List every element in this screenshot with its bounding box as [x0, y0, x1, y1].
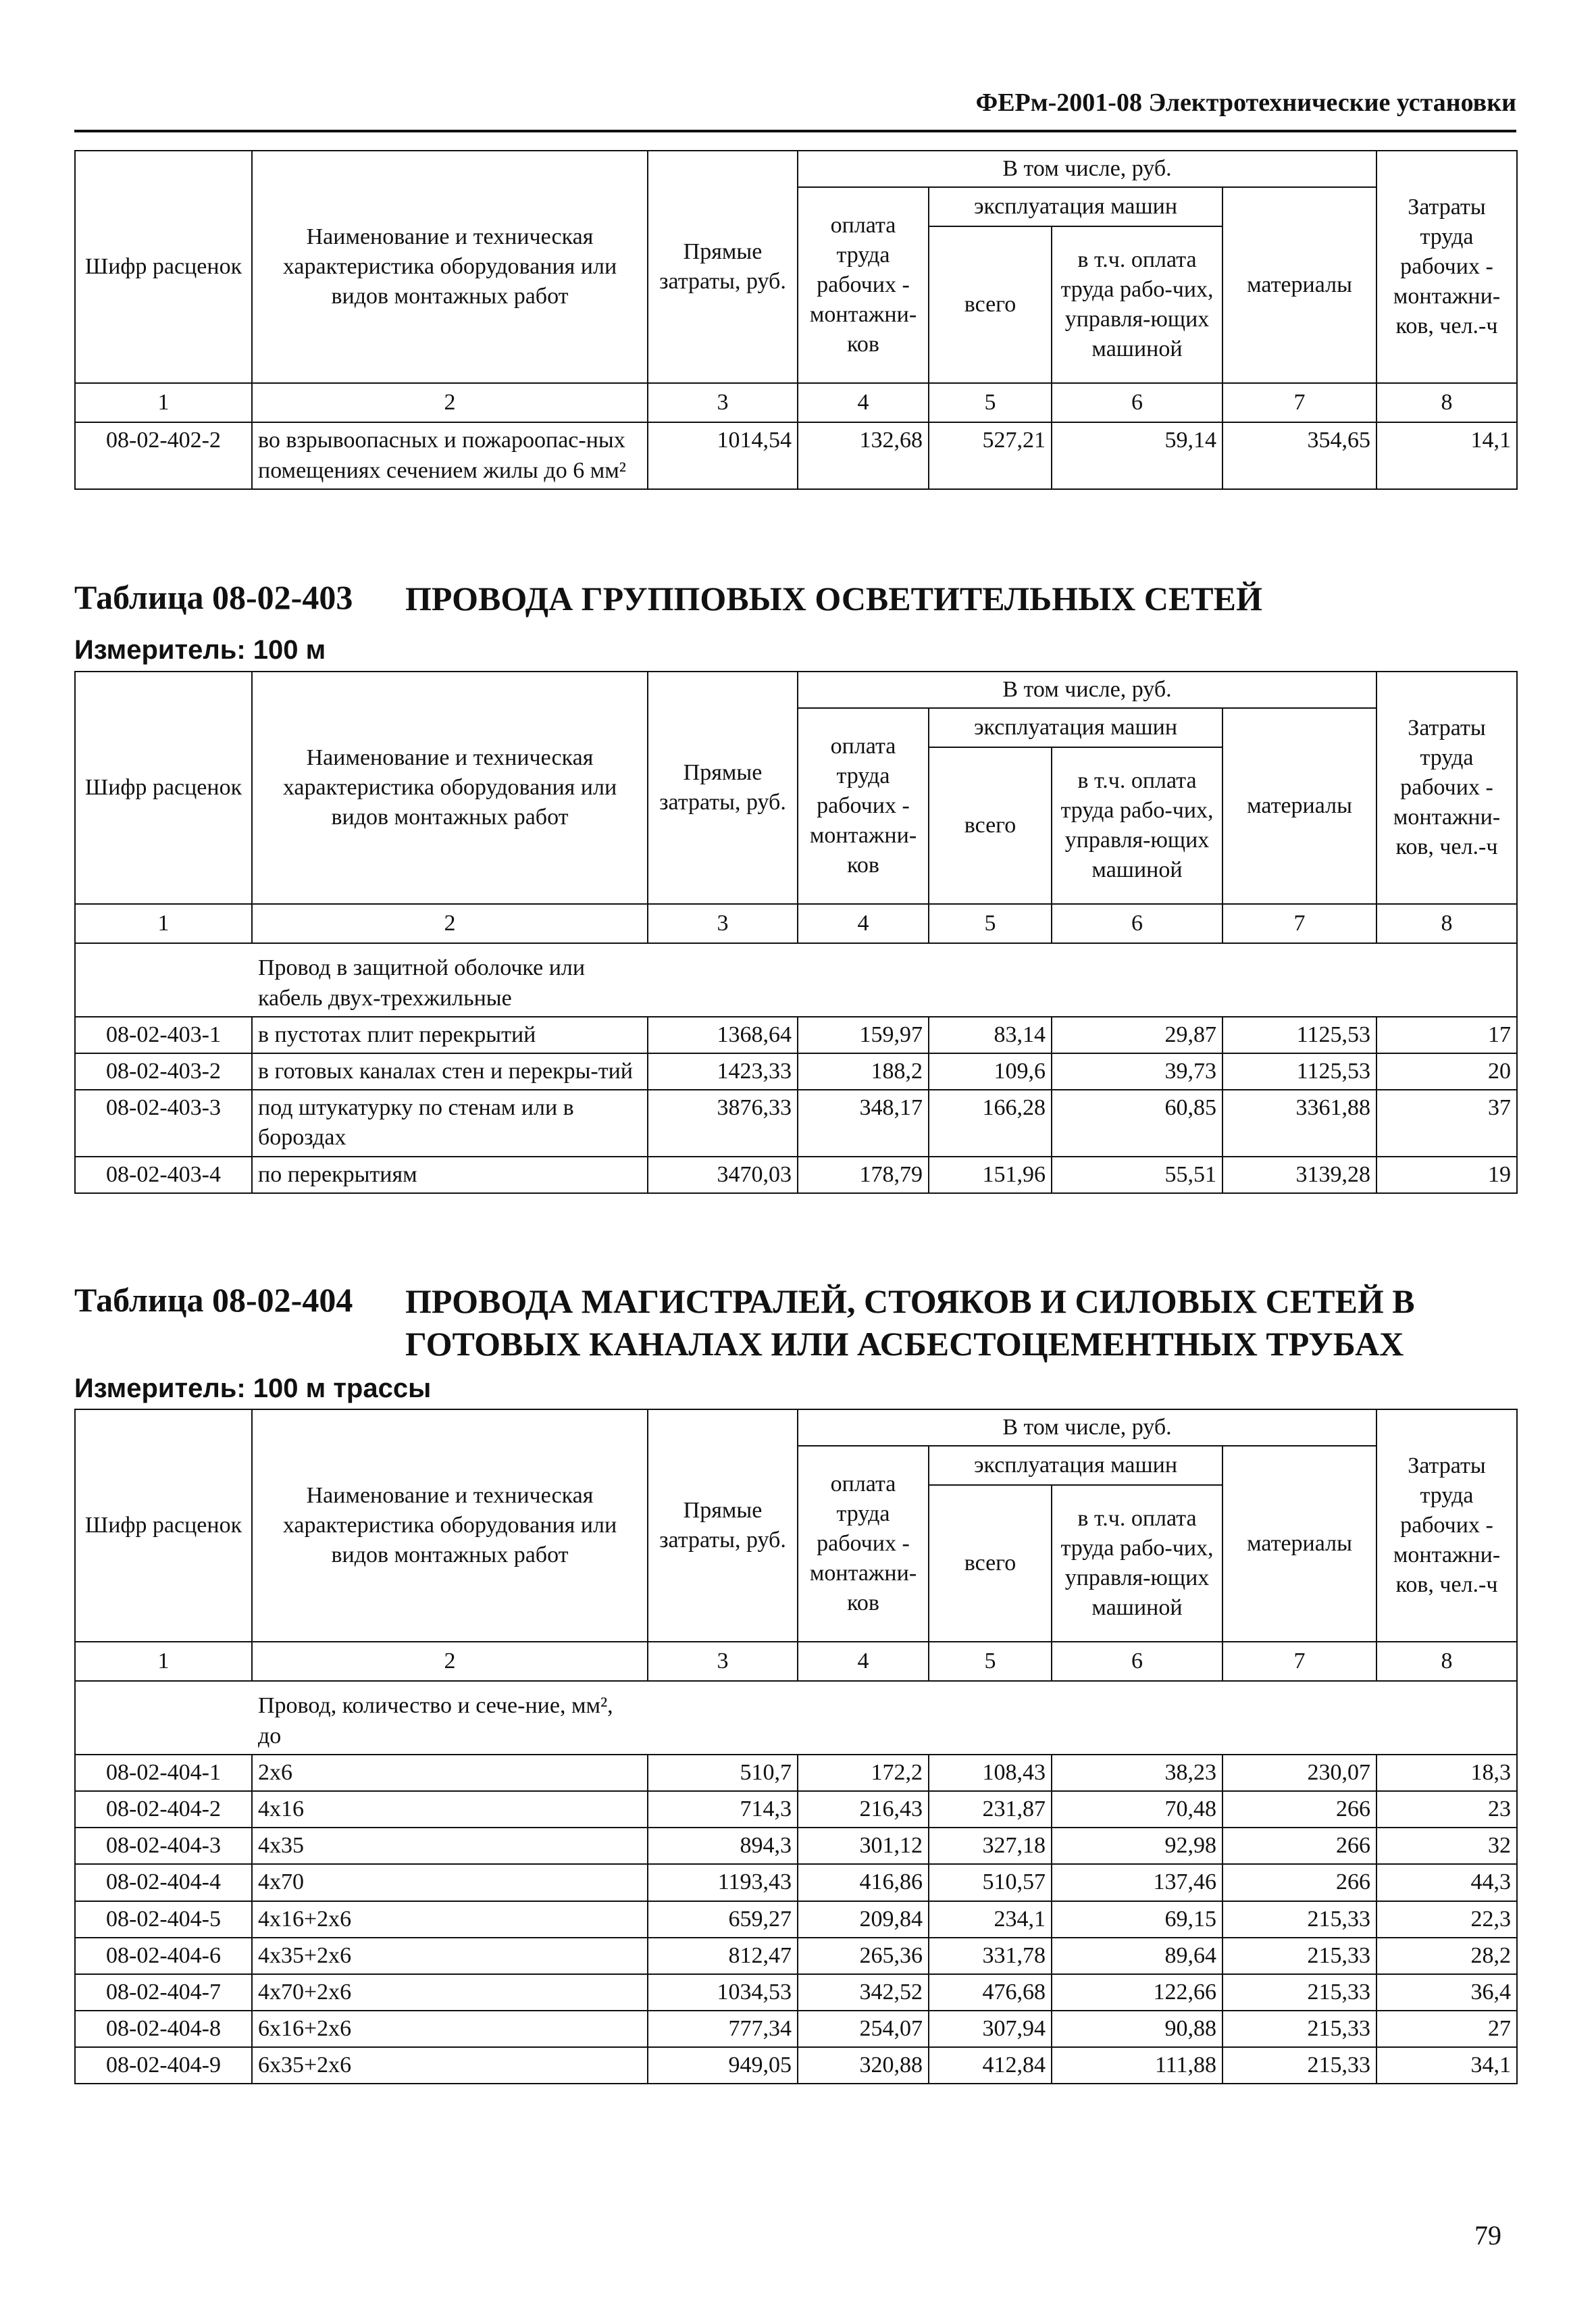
col-header-operator-wage: в т.ч. оплата труда рабо-чих, управля-ющих машиной: [1052, 226, 1222, 383]
rate-code: 08-02-404-2: [75, 1791, 252, 1828]
col-header-direct: Прямые затраты, руб.: [648, 151, 798, 383]
work-description: под штукатурку по стенам или в бороздах: [252, 1090, 648, 1156]
col-header-machines-total: всего: [929, 1485, 1052, 1642]
value-cell: 331,78: [929, 1938, 1052, 1974]
rate-code: 08-02-404-5: [75, 1901, 252, 1938]
value-cell: 19: [1376, 1157, 1517, 1193]
value-cell: 20: [1376, 1053, 1517, 1090]
col-header-code: Шифр расценок: [75, 1409, 252, 1642]
table-row: [75, 422, 1517, 488]
value-cell: 777,34: [648, 2011, 798, 2047]
value-cell: 166,28: [929, 1090, 1052, 1156]
value-cell: 510,57: [929, 1864, 1052, 1901]
column-number: 3: [648, 904, 798, 943]
column-number: 4: [798, 1642, 929, 1681]
value-cell: 14,1: [1376, 422, 1517, 488]
column-number: 7: [1222, 383, 1376, 422]
value-cell: 172,2: [798, 1755, 929, 1791]
value-cell: 29,87: [1052, 1017, 1222, 1053]
col-header-machines: эксплуатация машин: [929, 187, 1222, 226]
value-cell: 231,87: [929, 1791, 1052, 1828]
table-row: [75, 1755, 1517, 1791]
value-cell: 159,97: [798, 1017, 929, 1053]
rate-code: 08-02-404-1: [75, 1755, 252, 1791]
col-header-materials: материалы: [1222, 708, 1376, 904]
table-404-title: ПРОВОДА МАГИСТРАЛЕЙ, СТОЯКОВ И СИЛОВЫХ СЕТЕЙ В ГОТОВЫХ КАНАЛАХ ИЛИ АСБЕСТОЦЕМЕНТНЫХ ТРУБАХ: [405, 1282, 1415, 1363]
col-header-wage: оплата труда рабочих - монтажни-ков: [798, 708, 929, 904]
col-header-labor: Затраты труда рабочих - монтажни-ков, чел.-ч: [1376, 672, 1517, 904]
header-row: [75, 1409, 1517, 1446]
col-header-name: Наименование и техническая характеристика оборудования или видов монтажных работ: [252, 1409, 648, 1642]
value-cell: 348,17: [798, 1090, 929, 1156]
value-cell: 83,14: [929, 1017, 1052, 1053]
value-cell: 28,2: [1376, 1938, 1517, 1974]
value-cell: 301,12: [798, 1828, 929, 1864]
value-cell: 132,68: [798, 422, 929, 488]
value-cell: 354,65: [1222, 422, 1376, 488]
column-number: 6: [1052, 1642, 1222, 1681]
value-cell: 1193,43: [648, 1864, 798, 1901]
section-row: [75, 943, 1517, 1016]
work-description: 2x6: [252, 1755, 648, 1791]
col-header-name: Наименование и техническая характеристика оборудования или видов монтажных работ: [252, 151, 648, 383]
column-number: 5: [929, 1642, 1052, 1681]
value-cell: 3470,03: [648, 1157, 798, 1193]
value-cell: 137,46: [1052, 1864, 1222, 1901]
value-cell: 17: [1376, 1017, 1517, 1053]
work-description: во взрывоопасных и пожароопас-ных помещениях сечением жилы до 6 мм²: [252, 422, 648, 488]
value-cell: 1125,53: [1222, 1053, 1376, 1090]
value-cell: 215,33: [1222, 1938, 1376, 1974]
work-description: 4x70+2x6: [252, 1974, 648, 2011]
column-number: 7: [1222, 1642, 1376, 1681]
column-number: 3: [648, 383, 798, 422]
value-cell: 215,33: [1222, 1974, 1376, 2011]
value-cell: 188,2: [798, 1053, 929, 1090]
rate-code: 08-02-403-1: [75, 1017, 252, 1053]
table-row: [75, 1864, 1517, 1901]
rates-table-404: [74, 1409, 1518, 2084]
work-description: в готовых каналах стен и перекры-тий: [252, 1053, 648, 1090]
column-number: 2: [252, 904, 648, 943]
value-cell: 714,3: [648, 1791, 798, 1828]
col-header-machines: эксплуатация машин: [929, 1446, 1222, 1485]
value-cell: 92,98: [1052, 1828, 1222, 1864]
value-cell: 234,1: [929, 1901, 1052, 1938]
rate-code: 08-02-404-6: [75, 1938, 252, 1974]
column-number: 8: [1376, 383, 1517, 422]
value-cell: 254,07: [798, 2011, 929, 2047]
value-cell: 216,43: [798, 1791, 929, 1828]
value-cell: 949,05: [648, 2047, 798, 2084]
value-cell: 1423,33: [648, 1053, 798, 1090]
col-header-machines-total: всего: [929, 747, 1052, 904]
value-cell: 510,7: [648, 1755, 798, 1791]
value-cell: 1125,53: [1222, 1017, 1376, 1053]
col-header-labor: Затраты труда рабочих - монтажни-ков, чел.-ч: [1376, 1409, 1517, 1642]
work-description: 6x16+2x6: [252, 2011, 648, 2047]
section-row: [75, 1681, 1517, 1754]
value-cell: 89,64: [1052, 1938, 1222, 1974]
rate-code: 08-02-404-7: [75, 1974, 252, 2011]
value-cell: 215,33: [1222, 2011, 1376, 2047]
col-header-direct: Прямые затраты, руб.: [648, 672, 798, 904]
rates-table-402: [74, 150, 1518, 490]
column-number: 1: [75, 904, 252, 943]
value-cell: 36,4: [1376, 1974, 1517, 2011]
work-description: 4x35+2x6: [252, 1938, 648, 1974]
work-description: по перекрытиям: [252, 1157, 648, 1193]
rate-code: 08-02-404-3: [75, 1828, 252, 1864]
value-cell: 151,96: [929, 1157, 1052, 1193]
value-cell: 3361,88: [1222, 1090, 1376, 1156]
col-header-wage: оплата труда рабочих - монтажни-ков: [798, 187, 929, 383]
section-cell: [75, 943, 1517, 1016]
value-cell: 659,27: [648, 1901, 798, 1938]
table-row: [75, 1901, 1517, 1938]
table-403-title: ПРОВОДА ГРУППОВЫХ ОСВЕТИТЕЛЬНЫХ СЕТЕЙ: [405, 580, 1262, 618]
table-404-label: Таблица 08-02-404: [74, 1281, 353, 1319]
work-description: 4x16+2x6: [252, 1901, 648, 1938]
column-numbers-row: [75, 1642, 1517, 1681]
value-cell: 27: [1376, 2011, 1517, 2047]
col-header-code: Шифр расценок: [75, 151, 252, 383]
col-header-name: Наименование и техническая характеристика оборудования или видов монтажных работ: [252, 672, 648, 904]
rate-code: 08-02-404-9: [75, 2047, 252, 2084]
value-cell: 55,51: [1052, 1157, 1222, 1193]
value-cell: 215,33: [1222, 1901, 1376, 1938]
value-cell: 69,15: [1052, 1901, 1222, 1938]
value-cell: 3139,28: [1222, 1157, 1376, 1193]
value-cell: 39,73: [1052, 1053, 1222, 1090]
section-cell: [75, 1681, 1517, 1754]
col-header-labor: Затраты труда рабочих - монтажни-ков, чел.-ч: [1376, 151, 1517, 383]
value-cell: 266: [1222, 1791, 1376, 1828]
value-cell: 37: [1376, 1090, 1517, 1156]
value-cell: 32: [1376, 1828, 1517, 1864]
work-description: 4x35: [252, 1828, 648, 1864]
col-header-machines: эксплуатация машин: [929, 708, 1222, 747]
col-header-including: В том числе, руб.: [798, 151, 1376, 187]
value-cell: 266: [1222, 1864, 1376, 1901]
header-row: [75, 151, 1517, 187]
column-number: 8: [1376, 904, 1517, 943]
column-number: 1: [75, 1642, 252, 1681]
value-cell: 70,48: [1052, 1791, 1222, 1828]
col-header-machines-total: всего: [929, 226, 1052, 383]
value-cell: 111,88: [1052, 2047, 1222, 2084]
value-cell: 59,14: [1052, 422, 1222, 488]
table-403-measure: Измеритель: 100 м: [74, 635, 326, 665]
rate-code: 08-02-404-4: [75, 1864, 252, 1901]
value-cell: 44,3: [1376, 1864, 1517, 1901]
value-cell: 38,23: [1052, 1755, 1222, 1791]
value-cell: 527,21: [929, 422, 1052, 488]
work-description: 4x16: [252, 1791, 648, 1828]
value-cell: 1368,64: [648, 1017, 798, 1053]
table-row: [75, 1974, 1517, 2011]
table-row: [75, 1157, 1517, 1193]
column-number: 5: [929, 383, 1052, 422]
section-label: Провод, количество и сече-ние, мм², до: [258, 1693, 613, 1749]
table-row: [75, 1017, 1517, 1053]
value-cell: 230,07: [1222, 1755, 1376, 1791]
page-number: 79: [1474, 2220, 1501, 2250]
rate-code: 08-02-402-2: [75, 422, 252, 488]
table-row: [75, 2011, 1517, 2047]
header-row: [75, 672, 1517, 708]
column-number: 1: [75, 383, 252, 422]
table-row: [75, 1053, 1517, 1090]
column-number: 2: [252, 383, 648, 422]
value-cell: 34,1: [1376, 2047, 1517, 2084]
column-number: 6: [1052, 383, 1222, 422]
table-row: [75, 1090, 1517, 1156]
value-cell: 3876,33: [648, 1090, 798, 1156]
col-header-materials: материалы: [1222, 187, 1376, 383]
column-number: 5: [929, 904, 1052, 943]
value-cell: 209,84: [798, 1901, 929, 1938]
col-header-operator-wage: в т.ч. оплата труда рабо-чих, управля-ющих машиной: [1052, 747, 1222, 904]
value-cell: 476,68: [929, 1974, 1052, 2011]
value-cell: 90,88: [1052, 2011, 1222, 2047]
rate-code: 08-02-403-2: [75, 1053, 252, 1090]
value-cell: 122,66: [1052, 1974, 1222, 2011]
value-cell: 894,3: [648, 1828, 798, 1864]
column-number: 4: [798, 904, 929, 943]
column-number: 3: [648, 1642, 798, 1681]
value-cell: 22,3: [1376, 1901, 1517, 1938]
value-cell: 108,43: [929, 1755, 1052, 1791]
value-cell: 416,86: [798, 1864, 929, 1901]
col-header-including: В том числе, руб.: [798, 1409, 1376, 1446]
column-number: 2: [252, 1642, 648, 1681]
col-header-code: Шифр расценок: [75, 672, 252, 904]
value-cell: 178,79: [798, 1157, 929, 1193]
value-cell: 320,88: [798, 2047, 929, 2084]
column-number: 7: [1222, 904, 1376, 943]
running-header: ФЕРм-2001-08 Электротехнические установки: [74, 88, 1516, 132]
value-cell: 215,33: [1222, 2047, 1376, 2084]
table-row: [75, 2047, 1517, 2084]
value-cell: 342,52: [798, 1974, 929, 2011]
rates-table-403: [74, 671, 1518, 1194]
table-403-label: Таблица 08-02-403: [74, 578, 353, 616]
value-cell: 327,18: [929, 1828, 1052, 1864]
work-description: в пустотах плит перекрытий: [252, 1017, 648, 1053]
value-cell: 412,84: [929, 2047, 1052, 2084]
work-description: 6x35+2x6: [252, 2047, 648, 2084]
rate-code: 08-02-404-8: [75, 2011, 252, 2047]
rate-code: 08-02-403-3: [75, 1090, 252, 1156]
col-header-wage: оплата труда рабочих - монтажни-ков: [798, 1446, 929, 1642]
section-label: Провод в защитной оболочке или кабель двух-трехжильные: [258, 955, 586, 1011]
table-row: [75, 1791, 1517, 1828]
value-cell: 1034,53: [648, 1974, 798, 2011]
value-cell: 23: [1376, 1791, 1517, 1828]
col-header-including: В том числе, руб.: [798, 672, 1376, 708]
value-cell: 307,94: [929, 2011, 1052, 2047]
table-row: [75, 1828, 1517, 1864]
column-numbers-row: [75, 383, 1517, 422]
column-number: 8: [1376, 1642, 1517, 1681]
value-cell: 812,47: [648, 1938, 798, 1974]
table-row: [75, 1938, 1517, 1974]
table-404-measure: Измеритель: 100 м трассы: [74, 1374, 432, 1403]
value-cell: 60,85: [1052, 1090, 1222, 1156]
value-cell: 1014,54: [648, 422, 798, 488]
column-number: 6: [1052, 904, 1222, 943]
work-description: 4x70: [252, 1864, 648, 1901]
column-numbers-row: [75, 904, 1517, 943]
value-cell: 109,6: [929, 1053, 1052, 1090]
column-number: 4: [798, 383, 929, 422]
col-header-direct: Прямые затраты, руб.: [648, 1409, 798, 1642]
col-header-materials: материалы: [1222, 1446, 1376, 1642]
col-header-operator-wage: в т.ч. оплата труда рабо-чих, управля-ющих машиной: [1052, 1485, 1222, 1642]
value-cell: 266: [1222, 1828, 1376, 1864]
rate-code: 08-02-403-4: [75, 1157, 252, 1193]
value-cell: 265,36: [798, 1938, 929, 1974]
value-cell: 18,3: [1376, 1755, 1517, 1791]
